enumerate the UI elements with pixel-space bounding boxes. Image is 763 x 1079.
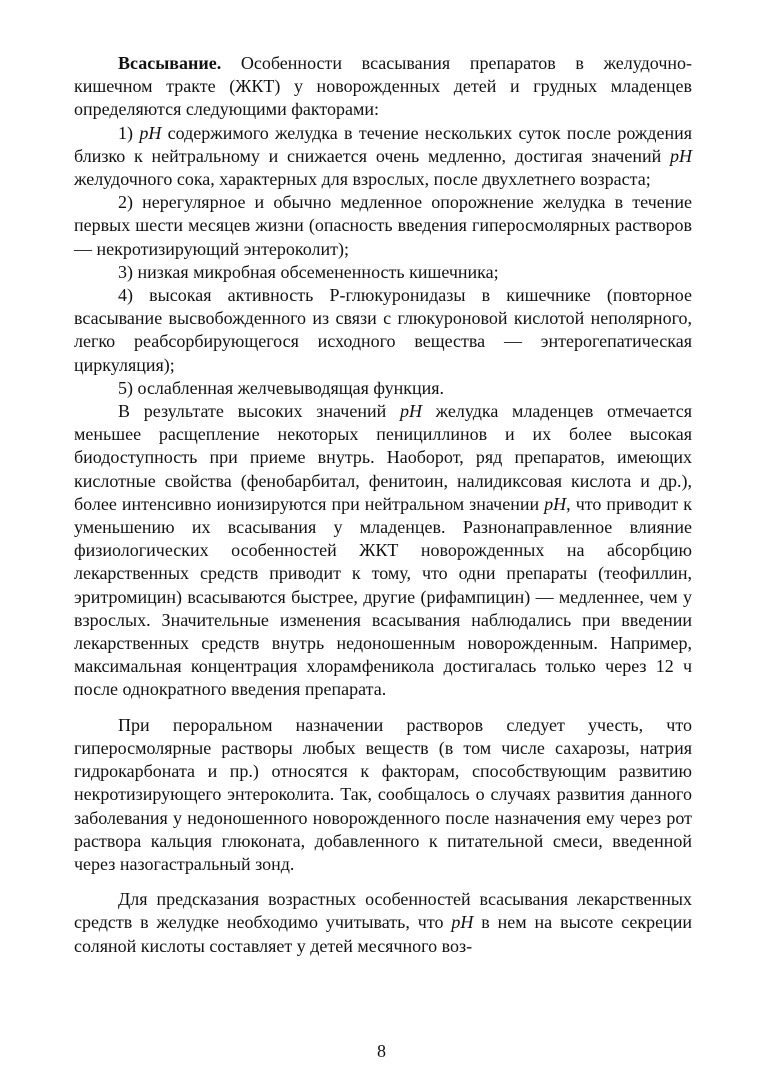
paragraph-predict: [74, 888, 692, 958]
section-heading: Всасывание.: [118, 53, 222, 73]
result-text-c: , что приводит к уменьшению их всасывания у младенцев. Разнонаправленное влияние физиологических особенностей ЖКТ новорожденных на абсорбцию лекарственных средств приводит к тому, что одни препараты (теофиллин, эритромицин) всасываются быстрее, другие (рифампицин) — медленнее, чем у взрослых. Значительные изменения всасывания наблюдались при введении лекарственных средств внутрь недоношенным новорожденным. Например, максимальная концентрация хлорамфеникола достигалась только через 12 ч после однократного введения препарата.: [74, 493, 692, 700]
paragraph-intro: [74, 52, 692, 122]
list-item-5: 5) ослабленная желчевыводящая функция.: [118, 377, 444, 398]
list-item-2: 2) нерегулярное и обычно медленное опорожнение желудка в течение первых шести месяцев жизни (опасность введения гиперосмолярных растворов — некротизирующий энтероколит);: [74, 192, 692, 259]
page-body: [74, 52, 692, 958]
ph-term: pH: [670, 145, 692, 166]
result-text-b: желудка младенцев отмечается меньшее расщепление некоторых пенициллинов и их более высокая биодоступность при приеме внутрь. Наоборот, ряд препаратов, имеющих кислотные свойства (фенобарбитал, фенитоин, налидиксовая кислота и др.), более интенсивно ионизируются при нейтральном значении: [74, 401, 692, 514]
ph-term: pH: [544, 493, 567, 514]
list-item-1: [74, 122, 692, 192]
ph-term: pH: [139, 122, 162, 143]
intro-text: Особенности всасывания препаратов в желудочно-кишечном тракте (ЖКТ) у новорожденных детей и грудных младенцев определяются следующими факторами:: [74, 53, 692, 120]
paragraph-result: [74, 400, 692, 702]
item1-text-a: содержимого желудка в течение нескольких суток после рождения близко к нейтральному и снижается очень медленно, достигая значений: [74, 122, 692, 166]
ph-term: pH: [399, 401, 422, 422]
paragraph-oral: При пероральном назначении растворов следует учесть, что гиперосмолярные растворы любых веществ (в том числе сахарозы, натрия гидрокарбоната и пр.) относятся к факторам, способствующим развитию некротизирующего энтероколита. Так, сообщалось о случаях развития данного заболевания у недоношенного новорожденного после назначения ему через рот раствора кальция глюконата, добавленного к питательной смеси, введенной через назогастральный зонд.: [74, 714, 692, 874]
predict-text-b: в нем на высоте секреции соляной кислоты составляет у детей месячного воз-: [74, 912, 692, 956]
ph-term: pH: [451, 912, 474, 933]
list-item-4: 4) высокая активность Р-глюкуронидазы в кишечнике (повторное всасывание высвобожденного из связи с глюкуроновой кислотой неполярного, легко реабсорбирующегося исходного вещества — энтерогепатическая циркуляция);: [74, 285, 692, 375]
predict-text-a: Для предсказания возрастных особенностей всасывания лекарственных средств в желудке необходимо учитывать, что: [74, 889, 692, 933]
item1-text-b: желудочного сока, характерных для взрослых, после двухлетнего возраста;: [74, 169, 651, 190]
result-text-a: В результате высоких значений: [118, 401, 400, 422]
list-item-3: 3) низкая микробная обсемененность кишечника;: [118, 261, 499, 282]
page-number: 8: [377, 1041, 386, 1061]
item1-number: 1): [118, 122, 140, 143]
